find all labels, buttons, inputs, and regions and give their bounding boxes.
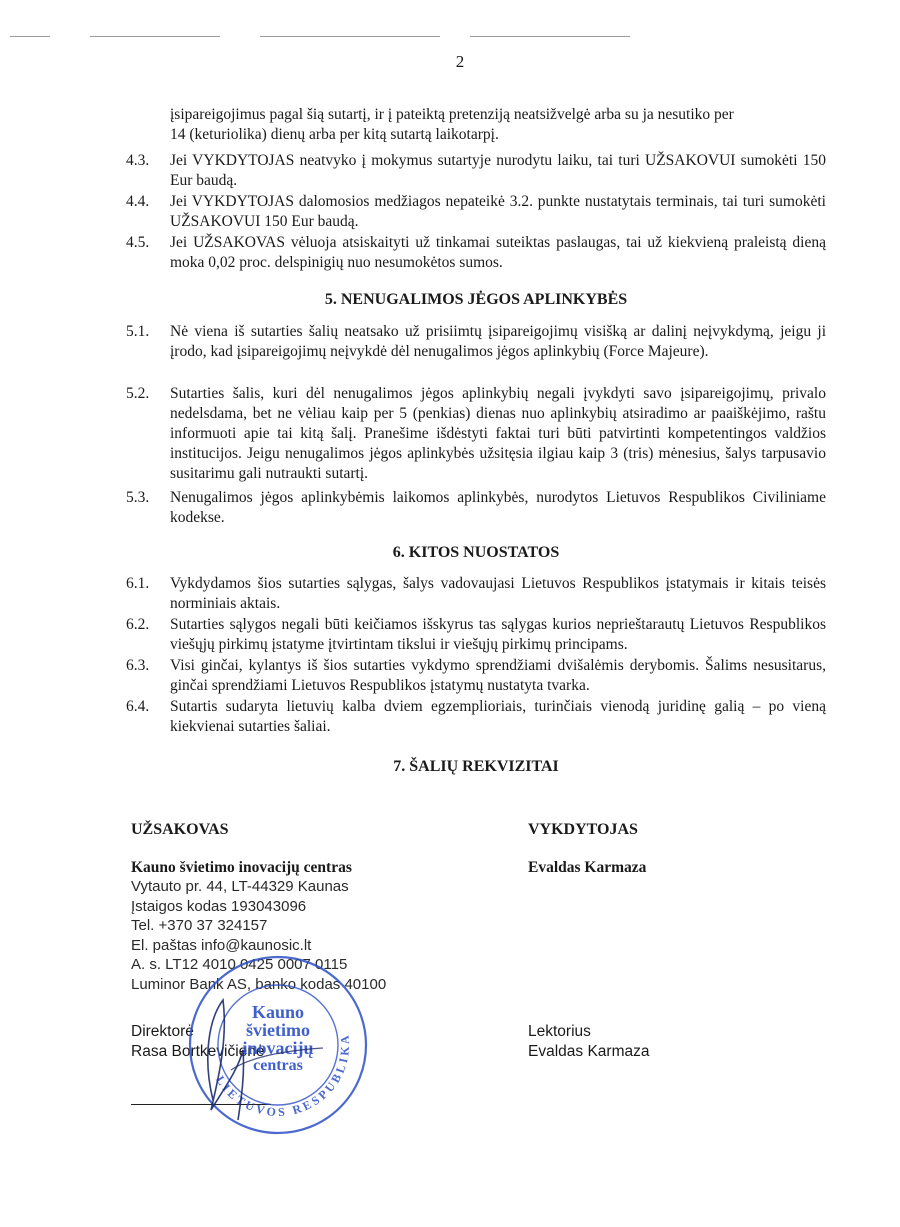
clause-6-4: [126, 697, 826, 737]
clause-text: Sutarties sąlygos negali būti keičiamos išskyrus tas sąlygas kurios neprieštarautų Lietuvos Respublikos viešųjų pirkimų įstatyme įtvirtintam tikslui ir viešųjų pirkimų principams.: [170, 616, 826, 653]
customer-label: UŽSAKOVAS: [131, 821, 229, 838]
scan-artifact-line: [10, 36, 50, 37]
official-stamp: [183, 950, 373, 1140]
clause-number: 6.1.: [126, 575, 150, 592]
svg-text:švietimo: švietimo: [246, 1020, 310, 1040]
contractor-label: VYKDYTOJAS: [528, 821, 638, 838]
customer-bank-name: Luminor Bank AS, banko kodas 40100: [131, 975, 387, 993]
clause-5-3: [126, 488, 826, 528]
clause-number: 5.2.: [126, 385, 150, 402]
continuation-line: įsipareigojimus pagal šią sutartį, ir į pateiktą pretenziją neatsižvelgė arba su ja nesutiko per: [170, 106, 734, 123]
clause-text: Nenugalimos jėgos aplinkybėmis laikomos aplinkybės, nurodytos Lietuvos Respublikos Civiliniame kodekse.: [170, 489, 826, 526]
clause-4-3: [126, 151, 826, 191]
customer-bank-account: A. s. LT12 4010 0425 0007 0115: [131, 956, 348, 973]
clause-5-2: [126, 384, 826, 484]
clause-number: 5.1.: [126, 323, 150, 340]
customer-company-code: Įstaigos kodas 193043096: [131, 897, 307, 915]
clause-number: 6.4.: [126, 698, 150, 715]
customer-org-name: Kauno švietimo inovacijų centras: [131, 858, 352, 876]
customer-address: Vytauto pr. 44, LT-44329 Kaunas: [131, 878, 349, 895]
clause-number: 4.3.: [126, 152, 150, 169]
contractor-signer-title: Lektorius: [528, 1023, 591, 1040]
clause-text: Nė viena iš sutarties šalių neatsako už prisiimtų įsipareigojimų visišką ar dalinį neįvykdymą, jeigu ji įrodo, kad įsipareigojimų neįvykdė dėl nenugalimos jėgos aplinkybių (Force Majeure).: [170, 323, 826, 360]
svg-text:inovacijų: inovacijų: [242, 1038, 314, 1058]
scan-artifact-line: [470, 36, 630, 37]
contractor-signer-name: Evaldas Karmaza: [528, 1043, 650, 1060]
section-6-heading: 6. KITOS NUOSTATOS: [392, 544, 560, 561]
clause-number: 6.3.: [126, 657, 150, 674]
clause-text: Visi ginčai, kylantys iš šios sutarties vykdymo sprendžiami dvišalėmis derybomis. Šalims nesusitarus, ginčai sprendžiami Lietuvos Respublikos įstatymų nustatyta tvarka.: [170, 657, 826, 694]
clause-6-1: [126, 574, 826, 614]
page-number: 2: [455, 52, 465, 71]
clause-number: 4.4.: [126, 193, 150, 210]
svg-text:centras: centras: [253, 1057, 303, 1074]
clause-6-3: [126, 656, 826, 696]
svg-text:LIETUVOS RESPUBLIKA: LIETUVOS RESPUBLIKA: [213, 1031, 353, 1120]
clause-text: Vykdydamos šios sutarties sąlygas, šalys vadovaujasi Lietuvos Respublikos įstatymais ir kitais teisės norminiais aktais.: [170, 575, 826, 612]
customer-phone: Tel. +370 37 324157: [131, 917, 268, 934]
clause-text: Sutarties šalis, kuri dėl nenugalimos jėgos aplinkybių negali įvykdyti savo įsipareigojimų, privalo nedelsdama, bet ne vėliau kaip per 5 (penkias) dienas nuo aplinkybių atsiradimo ar paaiškėjimo, raštu informuoti apie tai kitą šalį. Pranešime išdėstyti faktai turi būti patvirtinti kompetentingos valdžios institucijos. Jeigu nenugalimos jėgos aplinkybės užsitęsia ilgiau kaip 3 (tris) mėnesius, šalys tarpusavio susitarimu gali nutraukti sutartį.: [170, 385, 826, 482]
clause-text: Jei UŽSAKOVAS vėluoja atsiskaityti už tinkamai suteiktas paslaugas, tai už kiekvieną praleistą dieną moka 0,02 proc. delspinigių nuo nesumokėtos sumos.: [170, 234, 826, 271]
clause-4-4: [126, 192, 826, 232]
svg-text:Kauno: Kauno: [251, 1002, 305, 1022]
contractor-details: [528, 820, 828, 877]
continuation-line: 14 (keturiolika) dienų arba per kitą sutartą laikotarpį.: [170, 126, 499, 143]
clause-number: 5.3.: [126, 489, 150, 506]
section-5-heading: 5. NENUGALIMOS JĖGOS APLINKYBĖS: [324, 291, 628, 308]
customer-signer-name: Rasa Bortkevičienė: [131, 1043, 265, 1060]
clause-number: 4.5.: [126, 234, 150, 251]
clause-text: Jei VYKDYTOJAS neatvyko į mokymus sutartyje nurodytu laiku, tai turi UŽSAKOVUI sumokėti 150 Eur baudą.: [170, 152, 826, 189]
clause-4-5: [126, 233, 826, 273]
clause-text: Jei VYKDYTOJAS dalomosios medžiagos nepateikė 3.2. punkte nustatytais terminais, tai turi sumokėti UŽSAKOVUI 150 Eur baudą.: [170, 193, 826, 230]
contractor-signer: [528, 1022, 649, 1062]
scan-artifact-line: [90, 36, 220, 37]
clause-6-2: [126, 615, 826, 655]
continuation-paragraph: [170, 105, 820, 145]
customer-email: El. paštas info@kaunosic.lt: [131, 936, 312, 954]
scan-artifact-line: [260, 36, 440, 37]
customer-signer-title: Direktorė: [131, 1023, 194, 1040]
section-7-heading: 7. ŠALIŲ REKVIZITAI: [393, 758, 559, 775]
clause-number: 6.2.: [126, 616, 150, 633]
clause-5-1: [126, 322, 826, 362]
contractor-name: Evaldas Karmaza: [528, 858, 647, 876]
clause-text: Sutartis sudaryta lietuvių kalba dviem egzemplioriais, turinčiais vienodą juridinę galią – po vieną kiekvienai sutarties šaliai.: [170, 698, 826, 735]
